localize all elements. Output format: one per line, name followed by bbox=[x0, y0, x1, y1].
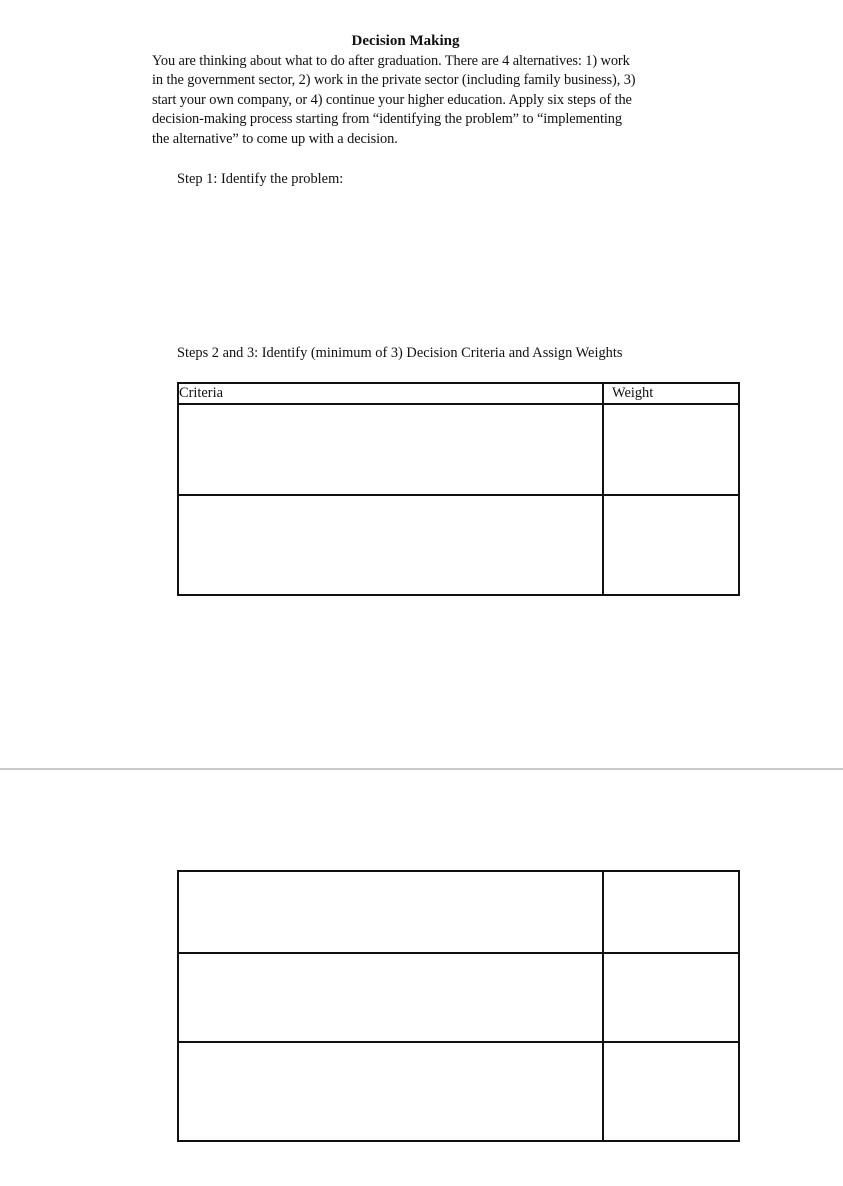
criteria-weight-table bbox=[177, 382, 740, 596]
weight-cell[interactable] bbox=[603, 495, 739, 595]
weight-cell[interactable] bbox=[603, 953, 739, 1042]
table-header-row bbox=[178, 383, 739, 404]
criteria-weight-table-continued bbox=[177, 870, 740, 1142]
intro-line: You are thinking about what to do after graduation. There are 4 alternatives: 1) work bbox=[152, 53, 630, 69]
weight-cell[interactable] bbox=[603, 1042, 739, 1141]
criteria-cell[interactable] bbox=[178, 871, 603, 953]
criteria-cell[interactable] bbox=[178, 1042, 603, 1141]
intro-line: start your own company, or 4) continue your higher education. Apply six steps of the bbox=[152, 91, 632, 108]
criteria-cell[interactable] bbox=[178, 495, 603, 595]
criteria-header: Criteria bbox=[178, 383, 603, 404]
intro-line: the alternative” to come up with a decision. bbox=[152, 130, 398, 147]
page-divider bbox=[0, 768, 843, 770]
table-row bbox=[178, 953, 739, 1042]
page-title: Decision Making bbox=[351, 33, 460, 49]
criteria-cell[interactable] bbox=[178, 953, 603, 1042]
weight-cell[interactable] bbox=[603, 404, 739, 495]
weight-cell[interactable] bbox=[603, 871, 739, 953]
table-row bbox=[178, 404, 739, 495]
intro-line: decision-making process starting from “identifying the problem” to “implementing bbox=[152, 111, 622, 128]
criteria-cell[interactable] bbox=[178, 404, 603, 495]
table-row bbox=[178, 495, 739, 595]
intro-paragraph bbox=[152, 52, 762, 149]
table-row bbox=[178, 871, 739, 953]
intro-line: in the government sector, 2) work in the private sector (including family business), 3) bbox=[152, 72, 636, 89]
weight-header: Weight bbox=[603, 383, 739, 404]
step1-heading: Step 1: Identify the problem: bbox=[177, 171, 344, 187]
steps23-heading: Steps 2 and 3: Identify (minimum of 3) Decision Criteria and Assign Weights bbox=[177, 345, 623, 361]
table-row bbox=[178, 1042, 739, 1141]
